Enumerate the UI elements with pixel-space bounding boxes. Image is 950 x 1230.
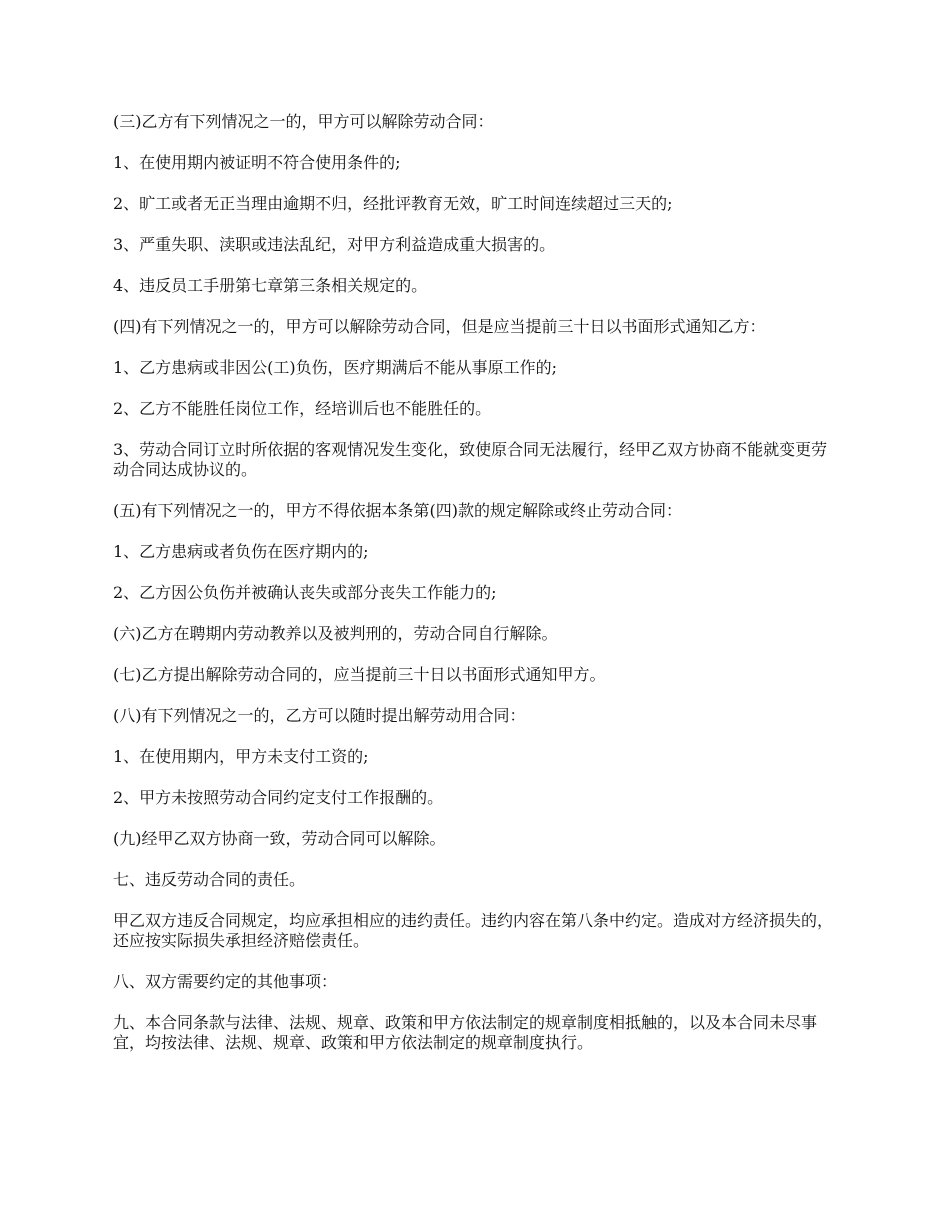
clause-4-item-3: 3、劳动合同订立时所依据的客观情况发生变化，致使原合同无法履行，经甲乙双方协商不能就变更劳动合同达成协议的。 <box>113 440 828 479</box>
clause-4-heading: (四)有下列情况之一的，甲方可以解除劳动合同，但是应当提前三十日以书面形式通知乙方： <box>113 317 766 336</box>
section-7-body: 甲乙双方违反合同规定，均应承担相应的违约责任。违约内容在第八条中约定。造成对方经济损失的，还应按实际损失承担经济赔偿责任。 <box>113 911 834 950</box>
section-8-heading: 八、双方需要约定的其他事项： <box>113 972 338 991</box>
clause-5-item-1: 1、乙方患病或者负伤在医疗期内的; <box>113 542 369 561</box>
clause-5-item-2: 2、乙方因公负伤并被确认丧失或部分丧失工作能力的; <box>113 583 497 602</box>
clause-3-item-4: 4、违反员工手册第七章第三条相关规定的。 <box>113 276 428 295</box>
clause-5-heading: (五)有下列情况之一的，甲方不得依据本条第(四)款的规定解除或终止劳动合同： <box>113 501 682 520</box>
clause-4-item-1: 1、乙方患病或非因公(工)负伤，医疗期满后不能从事原工作的; <box>113 358 558 377</box>
clause-8-item-1: 1、在使用期内，甲方未支付工资的; <box>113 747 369 766</box>
clause-4-item-2: 2、乙方不能胜任岗位工作，经培训后也不能胜任的。 <box>113 399 492 418</box>
clause-3-heading: (三)乙方有下列情况之一的，甲方可以解除劳动合同： <box>113 112 494 131</box>
clause-8-item-2: 2、甲方未按照劳动合同约定支付工作报酬的。 <box>113 788 444 807</box>
section-7-heading: 七、违反劳动合同的责任。 <box>113 870 306 889</box>
clause-3-item-3: 3、严重失职、渎职或违法乱纪，对甲方利益造成重大损害的。 <box>113 235 556 254</box>
clause-6: (六)乙方在聘期内劳动教养以及被判刑的，劳动合同自行解除。 <box>113 624 558 643</box>
section-9-body: 九、本合同条款与法律、法规、规章、政策和甲方依法制定的规章制度相抵触的，以及本合同未尽事宜，均按法律、法规、规章、政策和甲方依法制定的规章制度执行。 <box>113 1013 818 1052</box>
clause-3-item-1: 1、在使用期内被证明不符合使用条件的; <box>113 153 401 172</box>
clause-3-item-2: 2、旷工或者无正当理由逾期不归，经批评教育无效，旷工时间连续超过三天的; <box>113 194 673 213</box>
clause-7: (七)乙方提出解除劳动合同的，应当提前三十日以书面形式通知甲方。 <box>113 665 606 684</box>
clause-9: (九)经甲乙双方协商一致，劳动合同可以解除。 <box>113 829 446 848</box>
clause-8-heading: (八)有下列情况之一的，乙方可以随时提出解劳动用合同： <box>113 706 526 725</box>
document-body <box>113 112 843 1074</box>
